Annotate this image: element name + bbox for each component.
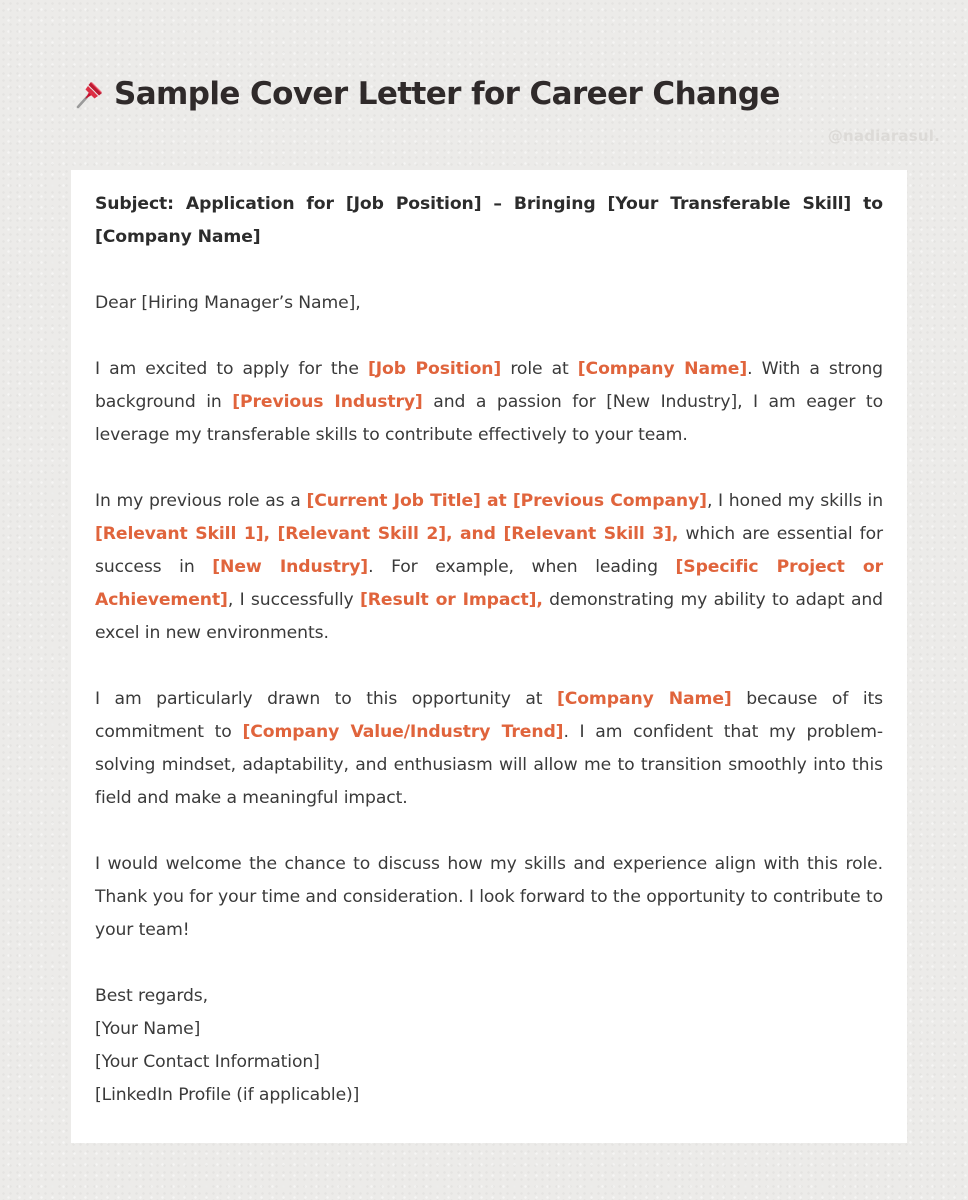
paragraph-text: role at <box>501 359 578 379</box>
paragraph-text: , I successfully <box>227 590 361 610</box>
placeholder-highlight: [Company Name] <box>577 359 748 379</box>
paragraph-text: which are essential for success in <box>95 524 883 577</box>
placeholder-highlight: [Specific Project or Achievement] <box>95 557 883 610</box>
paragraph-text: . For example, when leading <box>368 557 676 577</box>
paragraph-text: and a passion for [New Industry], I am eager to leverage my transferable skills to contribute effectively to your team. <box>95 392 883 445</box>
placeholder-highlight: [Relevant Skill 1], [Relevant Skill 2], and [Relevant Skill 3], <box>95 524 679 544</box>
letter-paragraph-2 <box>95 485 883 650</box>
placeholder-highlight: [Job Position] <box>367 359 502 379</box>
letter-card <box>71 170 907 1143</box>
paragraph-text: because of its commitment to <box>95 689 884 742</box>
paragraph-text: In my previous role as a <box>95 491 307 511</box>
signoff-contact: [Your Contact Information] <box>95 1052 320 1072</box>
letter-paragraph-1 <box>95 353 883 452</box>
paragraph-text: I am particularly drawn to this opportunity at <box>95 689 557 709</box>
page-title <box>72 70 780 118</box>
paragraph-text: I am excited to apply for the <box>95 359 368 379</box>
page-title-text: Sample Cover Letter for Career Change <box>114 76 780 112</box>
letter-signoff <box>95 980 883 1112</box>
placeholder-highlight: [New Industry] <box>212 557 369 577</box>
letter-subject: Subject: Application for [Job Position] – Bringing [Your Transferable Skill] to [Company Name] <box>95 194 883 247</box>
watermark-handle: @nadiarasul. <box>827 127 940 145</box>
placeholder-highlight: [Current Job Title] at [Previous Company] <box>306 491 707 511</box>
placeholder-highlight: [Result or Impact], <box>360 590 543 610</box>
letter-paragraph-4: I would welcome the chance to discuss how my skills and experience align with this role. Thank you for your time and consideration. I look forward to the opportunity to contribute to your team! <box>95 854 883 940</box>
paragraph-text: . With a strong background in <box>95 359 883 412</box>
signoff-closing: Best regards, <box>95 986 209 1006</box>
signoff-name: [Your Name] <box>95 1019 201 1039</box>
paragraph-text: , I honed my skills in <box>706 491 884 511</box>
signoff-linkedin: [LinkedIn Profile (if applicable)] <box>95 1085 360 1105</box>
paragraph-text: demonstrating my ability to adapt and excel in new environments. <box>95 590 883 643</box>
paragraph-text: . I am confident that my problem-solving mindset, adaptability, and enthusiasm will allow me to transition smoothly into this field and make a meaningful impact. <box>95 722 883 808</box>
placeholder-highlight: [Previous Industry] <box>232 392 423 412</box>
pushpin-icon <box>72 76 108 112</box>
placeholder-highlight: [Company Name] <box>556 689 732 709</box>
letter-paragraph-3 <box>95 683 883 815</box>
letter-greeting: Dear [Hiring Manager’s Name], <box>95 293 361 313</box>
placeholder-highlight: [Company Value/Industry Trend] <box>242 722 564 742</box>
